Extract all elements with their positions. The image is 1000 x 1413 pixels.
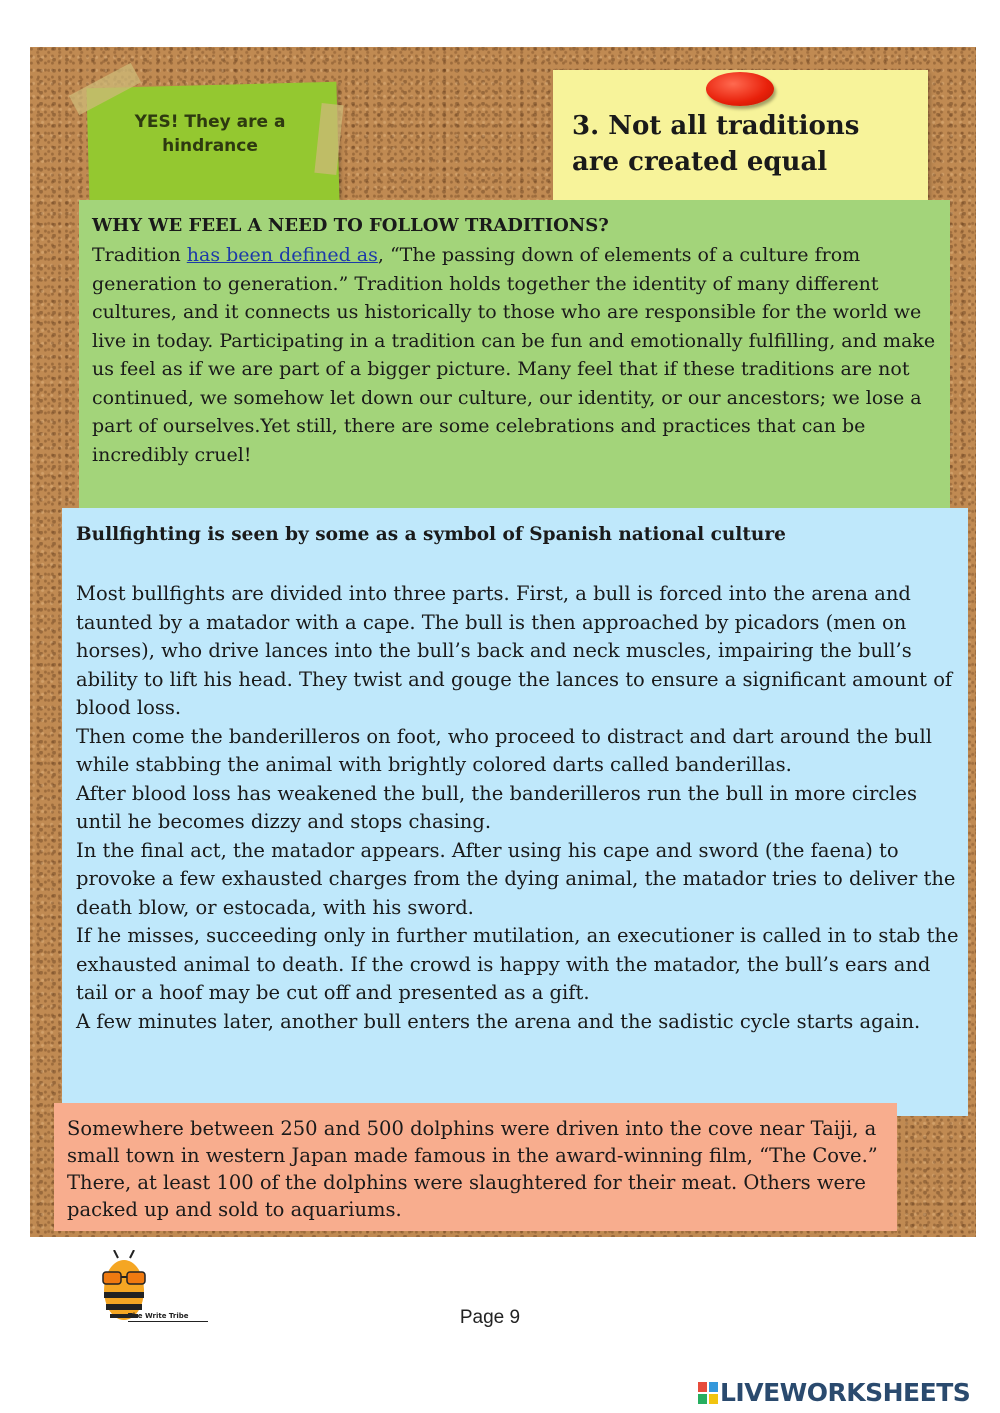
red-pushpin-icon	[706, 72, 774, 106]
bullfighting-paragraph: In the final act, the matador appears. After using his cape and sword (the faena) to provoke a few exhausted charges from the dying animal, the matador tries to deliver the death blow, or estocada, with his sword.	[76, 838, 956, 919]
bullfighting-paragraph: If he misses, succeeding only in further mutilation, an executioner is called in to stab the exhausted animal to death. If the crowd is happy with the matador, the bull’s ears and tail or a hoof may be cut off and presented as a gift.	[76, 924, 959, 1004]
brand-caption: The Write Tribe	[128, 1312, 208, 1322]
bullfighting-paragraph: After blood loss has weakened the bull, the banderilleros run the bull in more circles until he becomes dizzy and stops chasing.	[76, 781, 917, 833]
section-title: 3. Not all traditions are created equal	[572, 111, 860, 177]
bullfighting-heading: Bullfighting is seen by some as a symbol of Spanish national culture	[76, 524, 786, 545]
tradition-heading: WHY WE FEEL A NEED TO FOLLOW TRADITIONS?	[92, 215, 609, 236]
bullfighting-body	[76, 580, 960, 1036]
tradition-text: , “The passing down of elements of a culture from generation to generation.” Tradition holds together the identity of many different cultures, and it connects us historically to those who are responsible for the world we live in today. Participating in a tradition can be fun and emotionally fulfilling, and make us feel as if we are part of a bigger picture. Many feel that if these traditions are not continued, we somehow let down our culture, our identity, or our ancestors; we lose a part of ourselves.Yet still, there are some celebrations and practices that can be incredibly cruel!	[92, 244, 936, 466]
page-number: Page 9	[459, 1307, 521, 1328]
bullfighting-paragraph: A few minutes later, another bull enters the arena and the sadistic cycle starts again.	[76, 1009, 921, 1033]
liveworksheets-watermark	[698, 1378, 998, 1408]
tradition-intro: Tradition	[92, 244, 187, 266]
liveworksheets-logo-icon	[698, 1382, 718, 1404]
bullfighting-paragraph: Then come the banderilleros on foot, who proceed to distract and dart around the bull while stabbing the animal with brightly colored darts called banderillas.	[76, 724, 932, 776]
dolphin-text: Somewhere between 250 and 500 dolphins were driven into the cove near Taiji, a small town in western Japan made famous in the award-winning film, “The Cove.” There, at least 100 of the dolphins were slaughtered for their meat. Others were packed up and sold to aquariums.	[67, 1117, 878, 1221]
green-sticky-text: YES! They are a hindrance	[134, 112, 286, 156]
watermark-text: LIVEWORKSHEETS	[720, 1378, 971, 1407]
bullfighting-paragraph: Most bullfights are divided into three parts. First, a bull is forced into the arena and taunted by a matador with a cape. The bull is then approached by picadors (men on horses), who drive lances into the bull’s back and neck muscles, impairing the bull’s ability to lift his head. They twist and gouge the lances to ensure a significant amount of blood loss.	[76, 582, 953, 719]
tradition-body	[92, 241, 942, 469]
definition-link[interactable]: has been defined as	[186, 244, 378, 266]
